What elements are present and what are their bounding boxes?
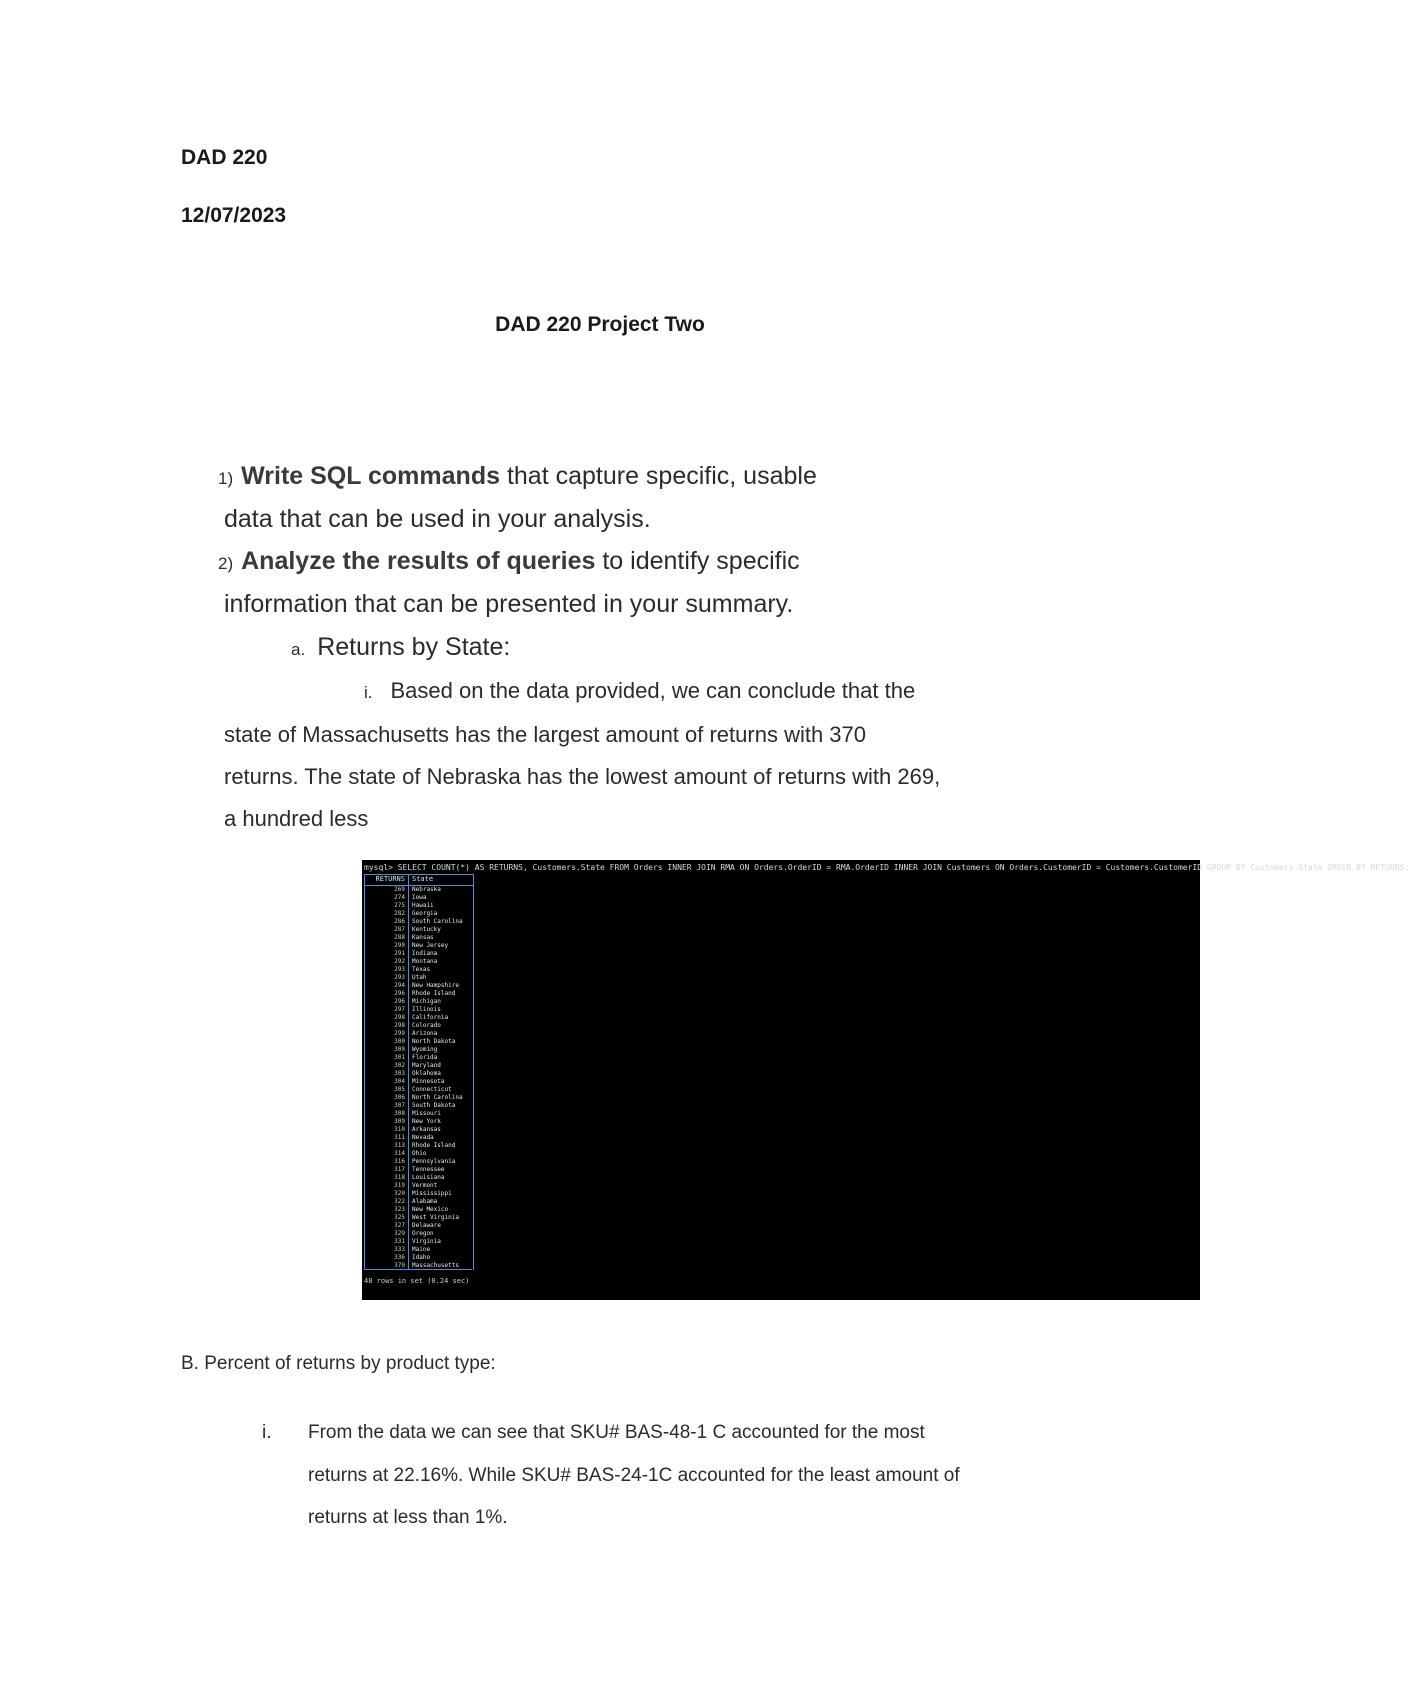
terminal-cell-returns: 299 (365, 1030, 409, 1038)
terminal-cell-state: New Jersey (412, 942, 449, 949)
terminal-cell-state: Texas (412, 966, 431, 973)
terminal-cell-returns: 302 (365, 1062, 409, 1070)
terminal-cell-returns: 310 (365, 1126, 409, 1134)
terminal-cell-state: Georgia (412, 910, 438, 917)
terminal-cell-returns: 317 (365, 1166, 409, 1174)
terminal-cell-state: Connecticut (412, 1086, 452, 1093)
terminal-cell-returns: 296 (365, 990, 409, 998)
terminal-row (365, 926, 473, 934)
terminal-row (365, 950, 473, 958)
terminal-col-returns: RETURNS (365, 875, 409, 885)
terminal-cell-returns: 307 (365, 1102, 409, 1110)
terminal-row (365, 1182, 473, 1190)
terminal-cell-returns: 274 (365, 894, 409, 902)
terminal-row (365, 1222, 473, 1230)
terminal-table-bottom-border (364, 1269, 472, 1270)
terminal-row (365, 1022, 473, 1030)
terminal-row (365, 998, 473, 1006)
terminal-row (365, 1158, 473, 1166)
item-1-bold: Write SQL commands (241, 462, 500, 490)
section-b-line-1 (262, 1422, 925, 1444)
terminal-cell-state: New York (412, 1118, 441, 1125)
terminal-cell-state: Wyoming (412, 1046, 438, 1053)
terminal-cell-returns: 293 (365, 974, 409, 982)
terminal-cell-returns: 294 (365, 982, 409, 990)
terminal-cell-state: Arkansas (412, 1126, 441, 1133)
terminal-cell-state: West Virginia (412, 1214, 459, 1221)
terminal-row (365, 1046, 473, 1054)
section-a-para-line-2: state of Massachusetts has the largest amount of returns with 370 (224, 722, 867, 747)
terminal-row (365, 1094, 473, 1102)
terminal-row (365, 1102, 473, 1110)
terminal-row (365, 1054, 473, 1062)
section-a-para-number: i. (364, 683, 373, 702)
terminal-cell-state: Rhode Island (412, 990, 456, 997)
terminal-row (365, 942, 473, 950)
terminal-cell-returns: 311 (365, 1134, 409, 1142)
section-b-line-2: returns at 22.16%. While SKU# BAS-24-1C accounted for the least amount of (308, 1465, 960, 1486)
section-b-line-3: returns at less than 1%. (308, 1507, 508, 1528)
terminal-cell-state: Colorado (412, 1022, 441, 1029)
terminal-row (365, 966, 473, 974)
terminal-cell-state: Ohio (412, 1150, 427, 1157)
terminal-cell-state: Mississippi (412, 1190, 452, 1197)
terminal-cell-state: Maine (412, 1246, 431, 1253)
terminal-col-state: State (412, 875, 434, 883)
terminal-cell-state: Iowa (412, 894, 427, 901)
terminal-cell-state: Idaho (412, 1254, 431, 1261)
terminal-cell-state: Massachusetts (412, 1262, 459, 1269)
terminal-cell-returns: 300 (365, 1038, 409, 1046)
terminal-row (365, 918, 473, 926)
terminal-row (365, 1134, 473, 1142)
terminal-cell-state: Nebraska (412, 886, 441, 893)
item-1-number: 1) (218, 469, 234, 488)
terminal-row (365, 934, 473, 942)
terminal-cell-returns: 336 (365, 1254, 409, 1262)
course-code: DAD 220 (181, 146, 268, 169)
terminal-cell-returns: 298 (365, 1022, 409, 1030)
terminal-cell-returns: 305 (365, 1086, 409, 1094)
terminal-cell-state: Minnesota (412, 1078, 445, 1085)
terminal-row (365, 902, 473, 910)
terminal-cell-returns: 292 (365, 958, 409, 966)
terminal-cell-returns: 320 (365, 1190, 409, 1198)
terminal-cell-returns: 318 (365, 1174, 409, 1182)
terminal-cell-returns: 308 (365, 1110, 409, 1118)
terminal-cell-returns: 287 (365, 926, 409, 934)
terminal-cell-returns: 296 (365, 998, 409, 1006)
terminal-cell-returns: 300 (365, 1046, 409, 1054)
terminal-cell-state: Hawaii (412, 902, 434, 909)
terminal-cell-returns: 290 (365, 942, 409, 950)
terminal-cell-state: Kansas (412, 934, 434, 941)
terminal-cell-returns: 333 (365, 1246, 409, 1254)
terminal-row (365, 1006, 473, 1014)
section-b-heading: B. Percent of returns by product type: (181, 1353, 496, 1374)
terminal-cell-state: Missouri (412, 1110, 441, 1117)
terminal-cell-returns: 304 (365, 1078, 409, 1086)
terminal-cell-state: Alabama (412, 1198, 438, 1205)
terminal-cell-state: Montana (412, 958, 438, 965)
terminal-cell-returns: 291 (365, 950, 409, 958)
terminal-row (365, 910, 473, 918)
terminal-row (365, 1086, 473, 1094)
terminal-cell-returns: 275 (365, 902, 409, 910)
terminal-cell-state: Illinois (412, 1006, 441, 1013)
terminal-cell-state: South Carolina (412, 918, 463, 925)
terminal-row (365, 1214, 473, 1222)
terminal-command: mysql> SELECT COUNT(*) AS RETURNS, Customers.State FROM Orders INNER JOIN RMA ON Orders.OrderID = RMA.OrderID INNER JOIN Customers ON Orders.CustomerID = Customers.CustomerID GROUP BY Customers.State ORDER BY RETURNS; (364, 863, 1409, 872)
terminal-cell-returns: 282 (365, 910, 409, 918)
terminal-row (365, 1206, 473, 1214)
terminal-cell-returns: 329 (365, 1230, 409, 1238)
terminal-row (365, 958, 473, 966)
terminal-rows (365, 886, 473, 1270)
terminal-row (365, 982, 473, 990)
terminal-cell-state: Florida (412, 1054, 438, 1061)
terminal-row (365, 1142, 473, 1150)
terminal-row (365, 1166, 473, 1174)
terminal-row (365, 1030, 473, 1038)
terminal-cell-state: Virginia (412, 1238, 441, 1245)
terminal-cell-state: Kentucky (412, 926, 441, 933)
terminal-cell-returns: 303 (365, 1070, 409, 1078)
terminal-cell-state: Indiana (412, 950, 438, 957)
terminal-cell-state: North Dakota (412, 1038, 456, 1045)
terminal-row (365, 1246, 473, 1254)
terminal-cell-state: Maryland (412, 1062, 441, 1069)
section-a-number: a. (291, 640, 306, 659)
terminal-cell-state: Oklahoma (412, 1070, 441, 1077)
terminal-cell-returns: 306 (365, 1094, 409, 1102)
terminal-cell-returns: 331 (365, 1238, 409, 1246)
terminal-row (365, 1126, 473, 1134)
terminal-cell-returns: 314 (365, 1150, 409, 1158)
terminal-cell-state: Vermont (412, 1182, 438, 1189)
terminal-cell-returns: 309 (365, 1118, 409, 1126)
section-a-para-text-1: Based on the data provided, we can conclude that the (390, 678, 916, 703)
terminal-cell-state: South Dakota (412, 1102, 456, 1109)
terminal-cell-state: Utah (412, 974, 427, 981)
terminal-cell-state: Arizona (412, 1030, 438, 1037)
terminal-cell-state: Nevada (412, 1134, 434, 1141)
terminal-row (365, 894, 473, 902)
terminal-cell-returns: 301 (365, 1054, 409, 1062)
terminal-row (365, 886, 473, 894)
section-b-number: i. (262, 1422, 272, 1443)
item-2-number: 2) (218, 554, 234, 573)
terminal-cell-returns: 323 (365, 1206, 409, 1214)
terminal-row (365, 1038, 473, 1046)
terminal-row (365, 1190, 473, 1198)
item-1-line-2: data that can be used in your analysis. (224, 505, 651, 533)
terminal-cell-state: California (412, 1014, 449, 1021)
section-a-heading (291, 633, 510, 662)
terminal-cell-returns: 370 (365, 1262, 409, 1270)
terminal-row (365, 1198, 473, 1206)
terminal-screenshot (362, 860, 1409, 1300)
section-a-title: Returns by State: (317, 633, 511, 661)
terminal-cell-returns: 319 (365, 1182, 409, 1190)
item-2-rest: to identify specific (595, 547, 800, 575)
terminal-cell-state: Oregon (412, 1230, 434, 1237)
terminal-row (365, 1150, 473, 1158)
item-2-line-2: information that can be presented in your summary. (224, 590, 794, 618)
terminal-cell-state: New Hampshire (412, 982, 459, 989)
terminal-result-table (364, 874, 474, 1270)
terminal-cell-returns: 313 (365, 1142, 409, 1150)
terminal-row (365, 1078, 473, 1086)
terminal-cell-returns: 288 (365, 934, 409, 942)
document-title: DAD 220 Project Two (495, 313, 705, 336)
terminal-cell-returns: 293 (365, 966, 409, 974)
terminal-cell-returns: 316 (365, 1158, 409, 1166)
item-2-line-1 (218, 547, 800, 576)
terminal-cell-state: Delaware (412, 1222, 441, 1229)
section-a-para-line-3: returns. The state of Nebraska has the lowest amount of returns with 269, (224, 764, 941, 789)
document-date: 12/07/2023 (181, 204, 287, 227)
terminal-row (365, 1174, 473, 1182)
terminal-table-header (365, 875, 473, 886)
terminal-row (365, 1254, 473, 1262)
terminal-cell-state: Louisiana (412, 1174, 445, 1181)
terminal-cell-returns: 297 (365, 1006, 409, 1014)
item-1-line-1 (218, 462, 817, 491)
terminal-cell-returns: 325 (365, 1214, 409, 1222)
terminal-row (365, 1230, 473, 1238)
terminal-cell-state: Michigan (412, 998, 441, 1005)
terminal-cell-returns: 322 (365, 1198, 409, 1206)
terminal-row (365, 1014, 473, 1022)
item-2-bold: Analyze the results of queries (241, 547, 596, 575)
terminal-row (365, 1118, 473, 1126)
terminal-cell-returns: 269 (365, 886, 409, 894)
terminal-row (365, 1110, 473, 1118)
terminal-cell-state: Rhode Island (412, 1142, 456, 1149)
terminal-cell-returns: 286 (365, 918, 409, 926)
terminal-cell-state: Pennsylvania (412, 1158, 456, 1165)
terminal-cell-state: North Carolina (412, 1094, 463, 1101)
terminal-row (365, 1070, 473, 1078)
section-b-text-1: From the data we can see that SKU# BAS-48-1 C accounted for the most (308, 1422, 925, 1443)
terminal-footer: 48 rows in set (0.24 sec) (364, 1277, 470, 1285)
terminal-row (365, 974, 473, 982)
terminal-cell-returns: 327 (365, 1222, 409, 1230)
terminal-cell-state: New Mexico (412, 1206, 449, 1213)
terminal-cell-returns: 298 (365, 1014, 409, 1022)
terminal-row (365, 1238, 473, 1246)
terminal-cell-state: Tennessee (412, 1166, 445, 1173)
terminal-row (365, 990, 473, 998)
section-a-para-line-4: a hundred less (224, 806, 369, 831)
item-1-rest: that capture specific, usable (500, 462, 817, 490)
terminal-row (365, 1062, 473, 1070)
section-a-para-line-1 (364, 678, 915, 704)
